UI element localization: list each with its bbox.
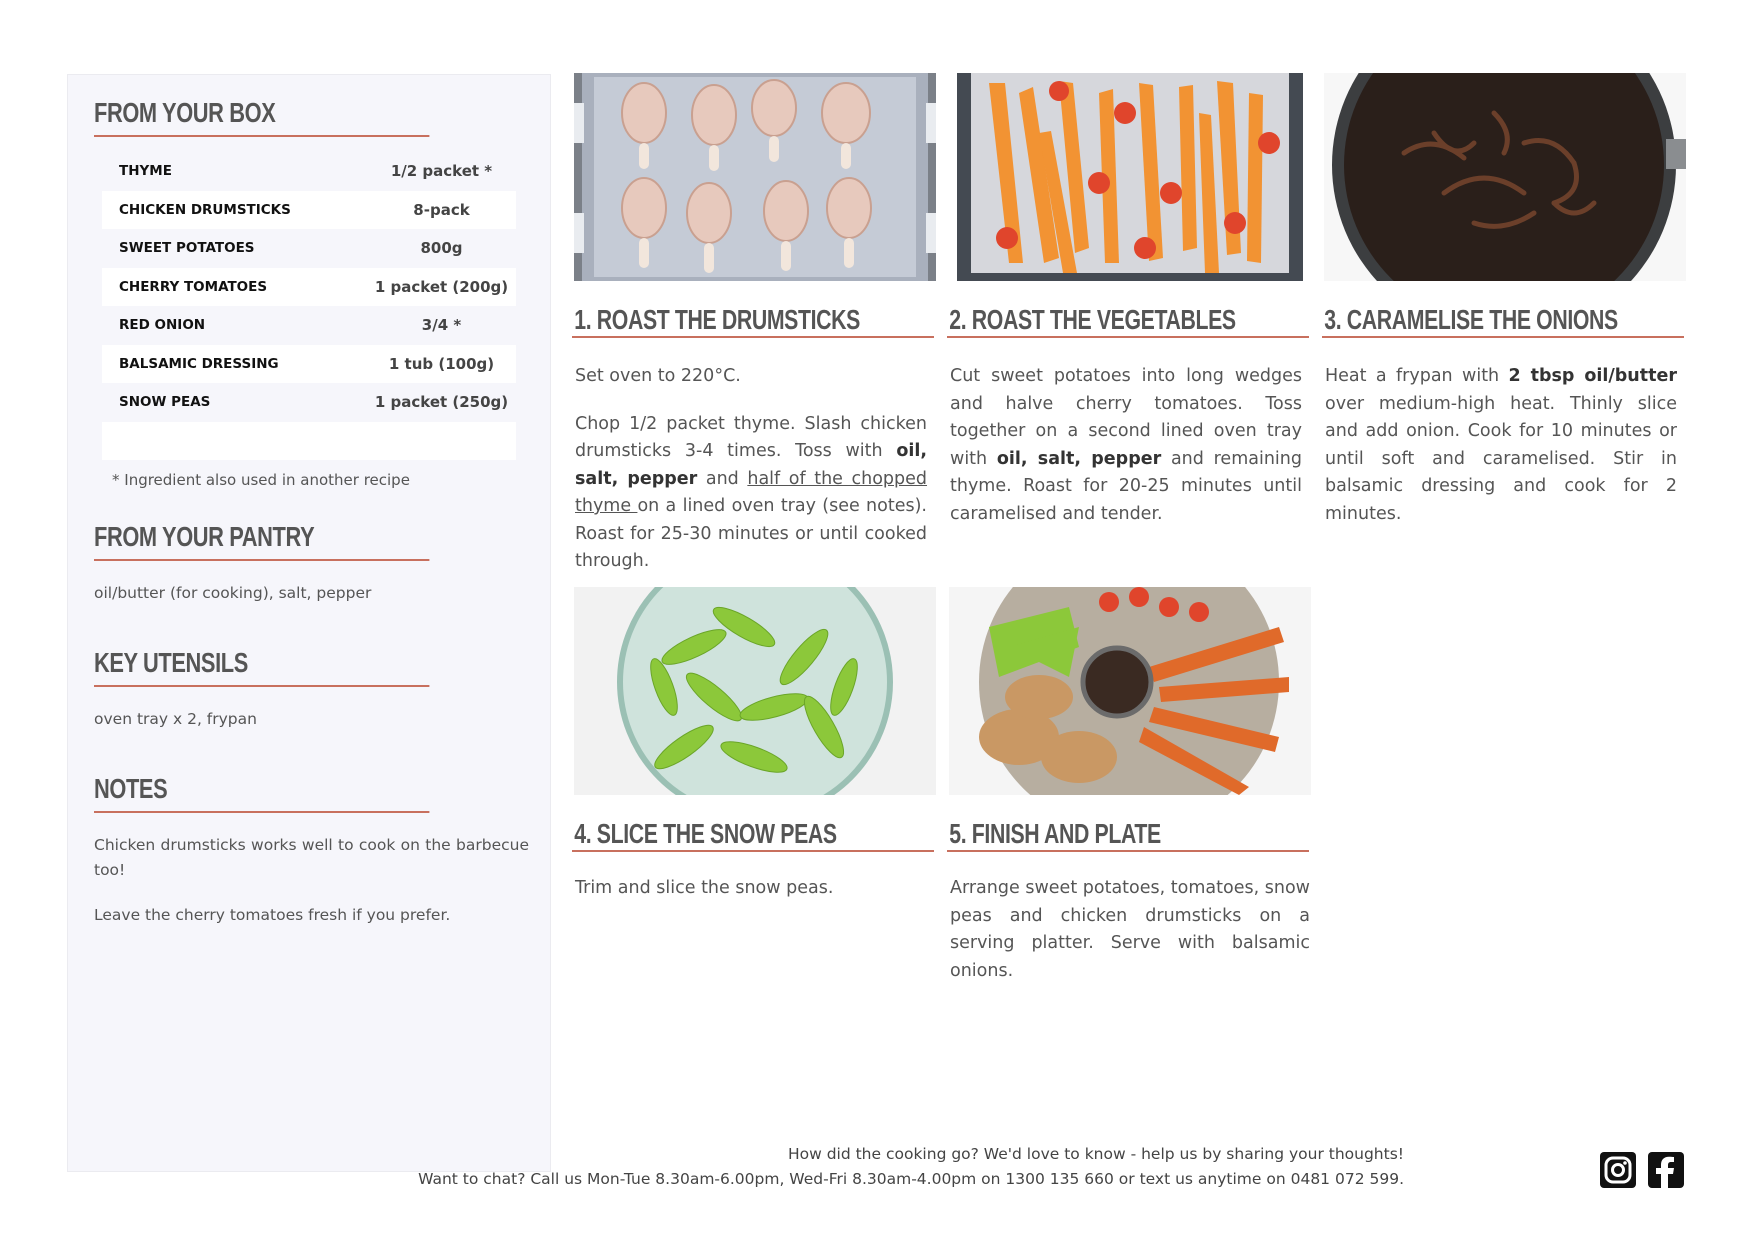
- ingredient-row: [102, 268, 516, 307]
- ingredient-row: [102, 383, 516, 422]
- ingredient-row: [102, 306, 516, 345]
- step-2-title: 2. ROAST THE VEGETABLES: [947, 304, 1309, 338]
- ingredient-name: CHERRY TOMATOES: [119, 278, 268, 295]
- step-1-title: 1. ROAST THE DRUMSTICKS: [572, 304, 934, 338]
- ingredient-quantity: 8-pack: [413, 200, 470, 219]
- step-2-photo: [949, 73, 1311, 281]
- step-5-instructions: [950, 875, 1310, 1005]
- facebook-icon[interactable]: [1648, 1152, 1684, 1188]
- notes-heading: NOTES: [94, 773, 429, 813]
- footer-feedback-text: How did the cooking go? We'd love to know - help us by sharing your thoughts!: [787, 1145, 1404, 1163]
- sidebar-panel: [67, 74, 551, 1172]
- ingredients-table: [102, 152, 516, 460]
- step-5-title: 5. FINISH AND PLATE: [947, 818, 1309, 852]
- step-1-instructions: [575, 363, 927, 596]
- ingredient-row: [102, 229, 516, 268]
- step-3-photo: [1324, 73, 1686, 281]
- note-text: Leave the cherry tomatoes fresh if you prefer.: [94, 906, 451, 924]
- ingredient-footnote: * Ingredient also used in another recipe: [112, 471, 410, 489]
- ingredient-name: BALSAMIC DRESSING: [119, 355, 279, 372]
- step-1-photo: [574, 73, 936, 281]
- step-1-text: Chop 1/2 packet thyme. Slash chicken drumsticks 3-4 times. Toss with oil, salt, pepper and half of the chopped thyme on a lined oven tray (see notes). Roast for 25-30 minutes or until cooked through.: [575, 413, 928, 571]
- step-1-text: Set oven to 220°C.: [575, 366, 741, 386]
- ingredient-row: [102, 191, 516, 230]
- utensils-text: oven tray x 2, frypan: [94, 710, 257, 728]
- step-3-title: 3. CARAMELISE THE ONIONS: [1322, 304, 1684, 338]
- step-4-text: Trim and slice the snow peas.: [575, 878, 834, 898]
- ingredient-quantity: 1 tub (100g): [388, 354, 495, 373]
- from-your-box-heading: FROM YOUR BOX: [94, 97, 429, 137]
- step-3-instructions: [1325, 363, 1677, 548]
- step-3-text: Heat a frypan with 2 tbsp oil/butter over medium-high heat. Thinly slice and add onion. Cook for 10 minutes or until soft and caramelised. Stir in balsamic dressing and cook for 2 minutes.: [1325, 366, 1677, 524]
- ingredient-name: THYME: [119, 163, 172, 180]
- ingredient-quantity: 1/2 packet *: [390, 162, 493, 181]
- ingredient-quantity: 3/4 *: [421, 316, 462, 335]
- ingredient-name: CHICKEN DRUMSTICKS: [119, 201, 291, 218]
- ingredient-quantity: 1 packet (200g): [374, 277, 509, 296]
- step-5-photo: [949, 587, 1311, 795]
- step-2-instructions: [950, 363, 1302, 548]
- ingredient-quantity: 1 packet (250g): [374, 393, 509, 412]
- ingredient-name: SWEET POTATOES: [119, 240, 255, 257]
- from-your-pantry-heading: FROM YOUR PANTRY: [94, 521, 429, 561]
- footer-contact-text: Want to chat? Call us Mon-Tue 8.30am-6.00pm, Wed-Fri 8.30am-4.00pm on 1300 135 660 or text us anytime on 0481 072 599.: [418, 1170, 1404, 1188]
- step-4-instructions: [575, 875, 927, 923]
- pantry-text: oil/butter (for cooking), salt, pepper: [94, 584, 372, 602]
- step-4-title: 4. SLICE THE SNOW PEAS: [572, 818, 934, 852]
- ingredient-name: RED ONION: [119, 317, 206, 334]
- ingredient-row: [102, 152, 516, 191]
- note-text: Chicken drumsticks works well to cook on the barbecue too!: [94, 836, 529, 879]
- ingredient-row: [102, 345, 516, 384]
- key-utensils-heading: KEY UTENSILS: [94, 647, 429, 687]
- step-2-text: Cut sweet potatoes into long wedges and halve cherry tomatoes. Toss together on a second lined oven tray with oil, salt, pepper and remaining thyme. Roast for 20-25 minutes until caramelised and tender.: [950, 366, 1302, 524]
- step-5-text: Arrange sweet potatoes, tomatoes, snow peas and chicken drumsticks on a serving platter. Serve with balsamic onions.: [950, 878, 1310, 981]
- instagram-icon[interactable]: [1600, 1152, 1636, 1188]
- ingredient-name: SNOW PEAS: [119, 394, 211, 411]
- step-4-photo: [574, 587, 936, 795]
- ingredient-quantity: 800g: [420, 239, 463, 258]
- ingredient-row: [102, 422, 516, 461]
